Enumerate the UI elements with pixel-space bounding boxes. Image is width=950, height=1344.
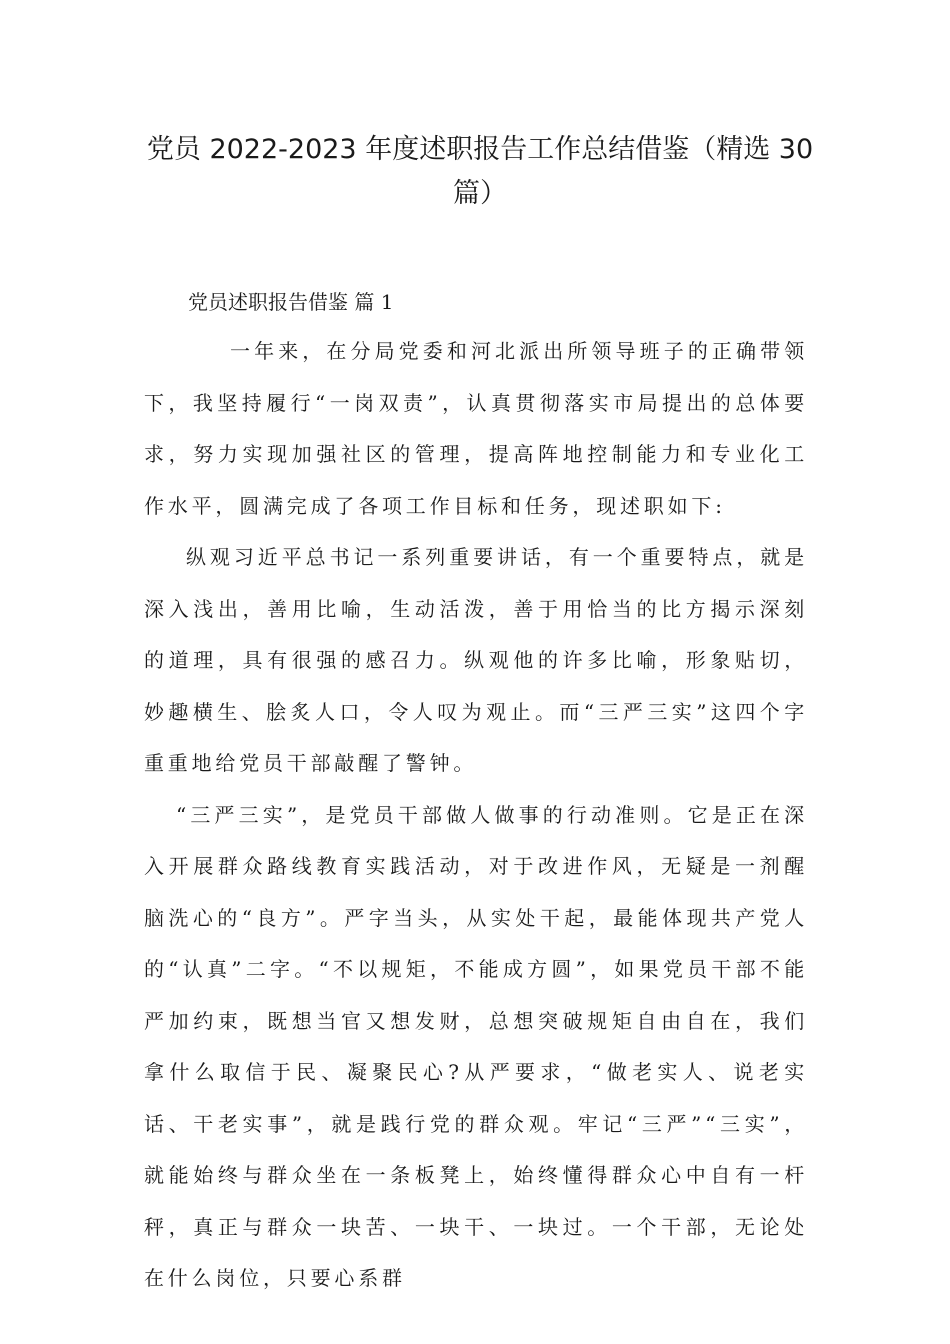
paragraph-1: 一年来，在分局党委和河北派出所领导班子的正确带领下，我坚持履行“一岗双责”，认真贯彻落实市局提出的总体要求，努力实现加强社区的管理，提高阵地控制能力和专业化工作水平，圆满完成了各项工作目标和任务，现述职如下:	[144, 339, 808, 518]
document-body	[144, 284, 808, 1305]
document-title	[140, 128, 820, 216]
title-line-2: 篇）	[453, 178, 507, 209]
paragraph-2: 纵观习近平总书记一系列重要讲话，有一个重要特点，就是深入浅出，善用比喻，生动活泼，善于用恰当的比方揭示深刻的道理，具有很强的感召力。纵观他的许多比喻，形象贴切，妙趣横生、脍炙人口，令人叹为观止。而“三严三实”这四个字重重地给党员干部敲醒了警钟。	[144, 545, 808, 775]
section-heading: 党员述职报告借鉴 篇 1	[188, 290, 394, 314]
title-line-1: 党员 2022-2023 年度述职报告工作总结借鉴（精选 30	[146, 134, 814, 165]
paragraph-3: “三严三实”，是党员干部做人做事的行动准则。它是正在深入开展群众路线教育实践活动，对于改进作风，无疑是一剂醒脑洗心的“良方”。严字当头，从实处干起，最能体现共产党人的“认真”二字。“不以规矩，不能成方圆”，如果党员干部不能严加约束，既想当官又想发财，总想突破规矩自由自在，我们拿什么取信于民、凝聚民心?从严要求，“做老实人、说老实话、干老实事”，就是践行党的群众观。牢记“三严”“三实”，就能始终与群众坐在一条板凳上，始终懂得群众心中自有一杆秤，真正与群众一块苦、一块干、一块过。一个干部，无论处在什么岗位，只要心系群	[144, 802, 808, 1290]
